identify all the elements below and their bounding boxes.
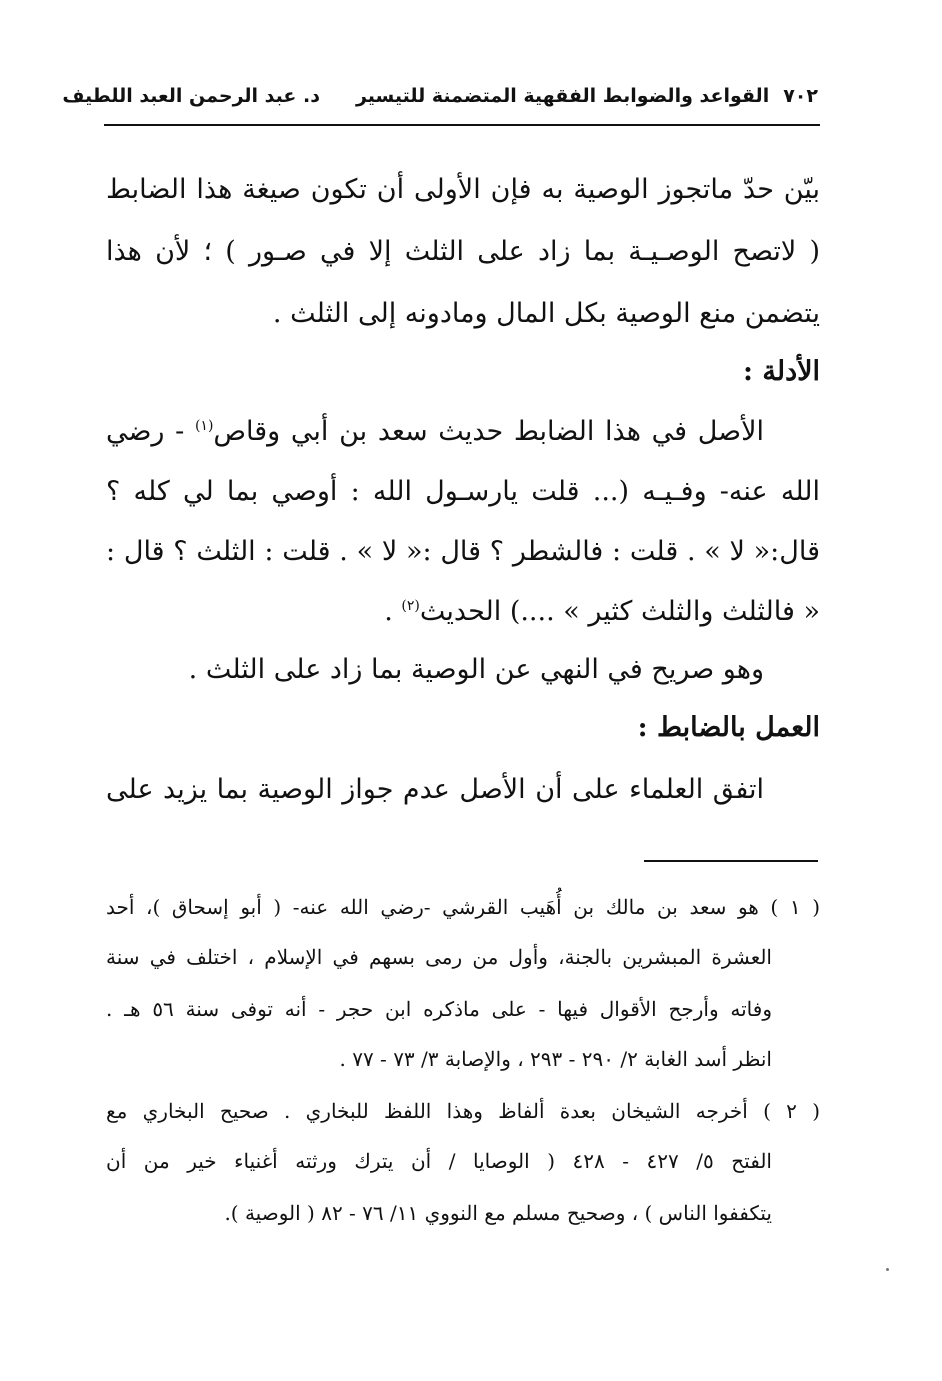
body-line: الله عنه- وفـيـه (... قلت يارسـول الله : أوصي بما لي كله ؟ — [106, 476, 820, 507]
footnote-line: انظر أسد الغابة ٢/ ٢٩٠ - ٢٩٣ ، والإصابة ٣/ ٧٣ - ٧٧ . — [339, 1047, 772, 1071]
body-text: الأصل في هذا الضابط حديث سعد بن أبي وقاص — [213, 416, 764, 447]
author-name: د. عبد الرحمن العبد اللطيف — [62, 85, 320, 107]
section-heading-evidence: الأدلة : — [743, 356, 820, 387]
body-line: اتفق العلماء على أن الأصل عدم جواز الوصية بما يزيد على — [106, 774, 764, 805]
footnote-1: ( ١ ) هو سعد بن مالك بن أُهَيب القرشي -رضي الله عنه- ( أبو إسحاق )، أحد — [106, 895, 820, 919]
body-text: - رضي — [106, 416, 195, 447]
page-number: ٧٠٢ — [783, 85, 818, 107]
footnote-line: الفتح ٥/ ٤٢٧ - ٤٢٨ ( الوصايا / أن يترك ورثته أغنياء خير من أن — [106, 1149, 772, 1173]
body-line: قال:« لا » . قلت : فالشطر ؟ قال :« لا » . قلت : الثلث ؟ قال : — [106, 536, 820, 567]
footnote-2: ( ٢ ) أخرجه الشيخان بعدة ألفاظ وهذا اللفظ للبخاري . صحيح البخاري مع — [106, 1099, 820, 1123]
running-header — [62, 78, 818, 114]
body-text: . — [384, 596, 402, 627]
footnote-divider — [644, 860, 818, 862]
scan-speck — [886, 1268, 889, 1271]
footnote-ref[interactable]: (١) — [194, 418, 214, 434]
footnote-line: وفاته وأرجح الأقوال فيها - على ماذكره ابن حجر - أنه توفى سنة ٥٦ هـ . — [106, 997, 772, 1021]
body-line — [106, 592, 820, 632]
section-heading-practice: العمل بالضابط : — [637, 712, 820, 743]
body-line: وهو صريح في النهي عن الوصية بما زاد على الثلث . — [188, 654, 764, 685]
body-line: ( لاتصح الوصـيـة بما زاد على الثلث إلا في صـور ) ؛ لأن هذا — [106, 236, 820, 267]
body-line — [106, 412, 764, 452]
body-line: يتضمن منع الوصية بكل المال ومادونه إلى الثلث . — [272, 298, 820, 329]
body-text: « فالثلث والثلث كثير » ....) الحديث — [419, 596, 820, 627]
book-title: القواعد والضوابط الفقهية المتضمنة للتيسير — [355, 85, 770, 107]
footnote-line: يتكففوا الناس ) ، وصحيح مسلم مع النووي ١١/ ٧٦ - ٨٢ ( الوصية ). — [224, 1201, 772, 1225]
body-line: بيّن حدّ ماتجوز الوصية به فإن الأولى أن تكون صيغة هذا الضابط — [106, 174, 820, 205]
header-divider — [104, 124, 820, 126]
footnote-line: العشرة المبشرين بالجنة، وأول من رمى بسهم في الإسلام ، اختلف في سنة — [106, 945, 772, 969]
footnote-ref[interactable]: (٢) — [401, 598, 420, 614]
